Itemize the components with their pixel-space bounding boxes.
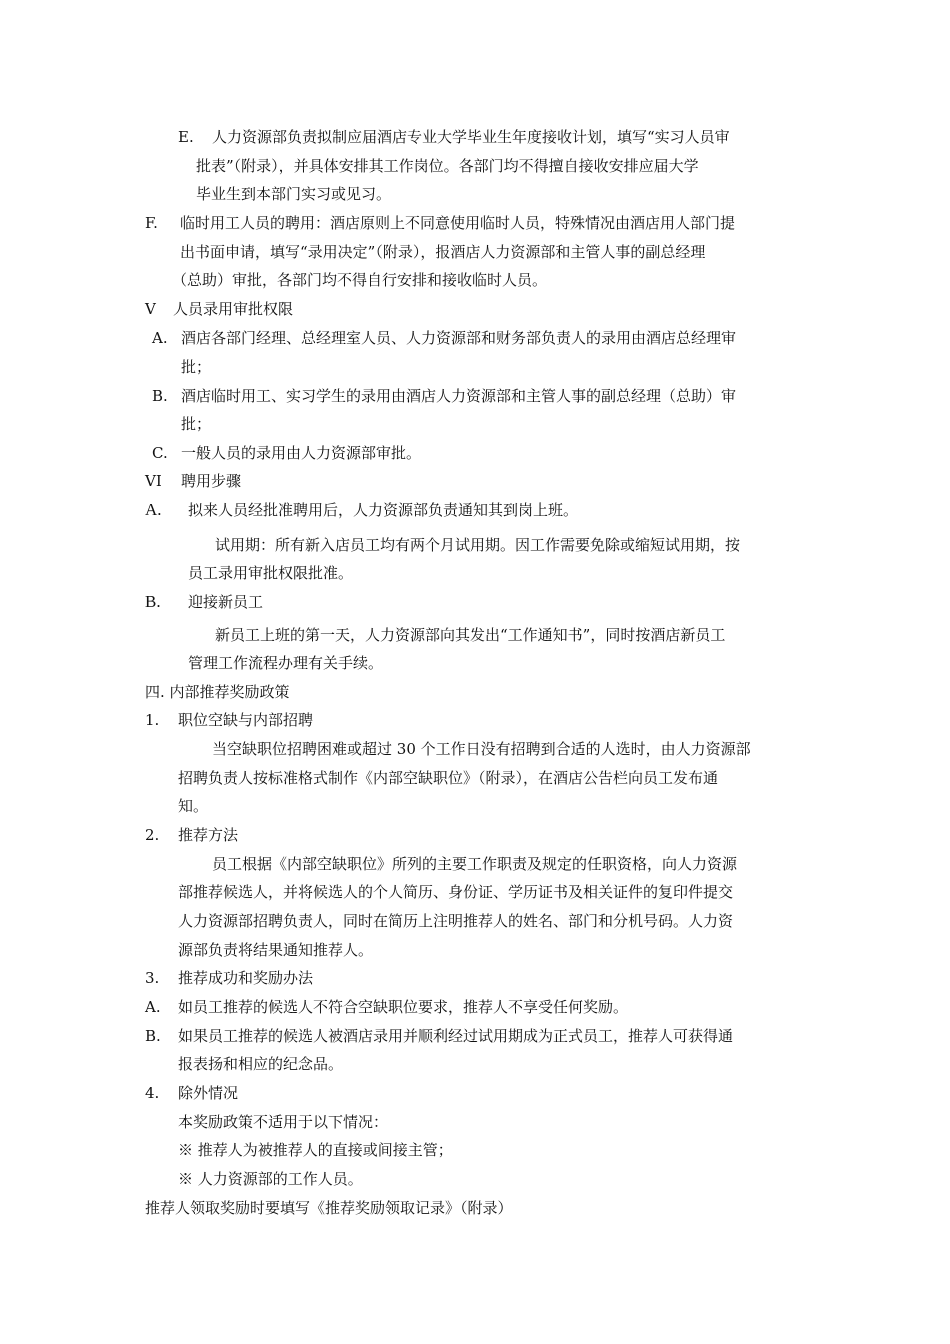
- s3-item-b-line-1: 如果员工推荐的候选人被酒店录用并顺利经过试用期成为正式员工，推荐人可获得通: [178, 1027, 734, 1045]
- section-4-title: 四. 内部推荐奖励政策: [145, 683, 290, 701]
- section-v-label: V: [145, 300, 156, 318]
- s2-line-3: 人力资源部招聘负责人，同时在简历上注明推荐人的姓名、部门和分机号码。人力资: [178, 912, 734, 930]
- vi-a-title: 拟来人员经批准聘用后，人力资源部负责通知其到岗上班。: [188, 501, 579, 519]
- s1-label: 1.: [145, 711, 160, 729]
- s3-label: 3.: [145, 969, 160, 987]
- v-item-c-label: C.: [152, 444, 168, 462]
- section-vi-title: 聘用步骤: [181, 472, 242, 490]
- item-e-line-3: 毕业生到本部门实习或见习。: [196, 185, 392, 203]
- item-f-label: F.: [145, 214, 158, 232]
- s2-line-1: 员工根据《内部空缺职位》所列的主要工作职责及规定的任职资格，向人力资源: [212, 855, 738, 873]
- s4-intro: 本奖励政策不适用于以下情况：: [178, 1113, 389, 1131]
- vi-b-label: B.: [145, 592, 161, 611]
- s4-title: 除外情况: [178, 1084, 239, 1102]
- v-item-a-line-1: 酒店各部门经理、总经理室人员、人力资源部和财务部负责人的录用由酒店总经理审: [181, 329, 737, 347]
- item-f-line-1: 临时用工人员的聘用：酒店原则上不同意使用临时人员，特殊情况由酒店用人部门提: [180, 214, 736, 232]
- s3-item-b-line-2: 报表扬和相应的纪念品。: [178, 1055, 344, 1073]
- item-e-line-1: 人力资源部负责拟制应届酒店专业大学毕业生年度接收计划，填写“实习人员审: [212, 128, 730, 146]
- vi-a-label: A.: [145, 500, 162, 519]
- closing-note: 推荐人领取奖励时要填写《推荐奖励领取记录》（附录）: [145, 1199, 513, 1217]
- v-item-b-line-1: 酒店临时用工、实习学生的录用由酒店人力资源部和主管人事的副总经理（总助）审: [181, 387, 737, 405]
- s1-line-2: 招聘负责人按标准格式制作《内部空缺职位》（附录），在酒店公告栏向员工发布通: [178, 769, 719, 787]
- item-e-label: E.: [178, 128, 194, 146]
- s2-label: 2.: [145, 826, 160, 844]
- vi-b-line-1: 新员工上班的第一天，人力资源部向其发出“工作通知书”，同时按酒店新员工: [215, 626, 726, 644]
- item-e-line-2: 批表”（附录），并具体安排其工作岗位。各部门均不得擅自接收安排应届大学: [196, 157, 699, 175]
- s4-bullet-2: ※ 人力资源部的工作人员。: [178, 1170, 363, 1188]
- s3-title: 推荐成功和奖励办法: [178, 969, 314, 987]
- v-item-c-line-1: 一般人员的录用由人力资源部审批。: [181, 444, 422, 462]
- s2-title: 推荐方法: [178, 826, 239, 844]
- vi-a-line-2: 员工录用审批权限批准。: [188, 564, 354, 582]
- s4-label: 4.: [145, 1084, 160, 1102]
- s1-title: 职位空缺与内部招聘: [178, 711, 314, 729]
- s1-line-3: 知。: [178, 797, 209, 815]
- s3-item-a-label: A.: [145, 998, 161, 1016]
- vi-a-line-1: 试用期：所有新入店员工均有两个月试用期。因工作需要免除或缩短试用期，按: [215, 536, 741, 554]
- s1-line-1: 当空缺职位招聘困难或超过 30 个工作日没有招聘到合适的人选时，由人力资源部: [212, 740, 751, 758]
- s4-bullet-1: ※ 推荐人为被推荐人的直接或间接主管；: [178, 1141, 453, 1159]
- item-f-line-2: 出书面申请，填写“录用决定”（附录），报酒店人力资源部和主管人事的副总经理: [180, 243, 706, 261]
- s2-line-4: 源部负责将结果通知推荐人。: [178, 941, 374, 959]
- s2-line-2: 部推荐候选人，并将候选人的个人简历、身份证、学历证书及相关证件的复印件提交: [178, 883, 734, 901]
- v-item-a-line-2: 批；: [181, 358, 212, 376]
- vi-b-line-2: 管理工作流程办理有关手续。: [188, 654, 384, 672]
- v-item-b-label: B.: [152, 387, 168, 405]
- item-f-line-3: （总助）审批，各部门均不得自行安排和接收临时人员。: [172, 271, 548, 289]
- v-item-a-label: A.: [152, 329, 168, 347]
- v-item-b-line-2: 批；: [181, 415, 212, 433]
- section-vi-label: VI: [145, 472, 162, 490]
- s3-item-a-line-1: 如员工推荐的候选人不符合空缺职位要求，推荐人不享受任何奖励。: [178, 998, 629, 1016]
- section-v-title: 人员录用审批权限: [173, 300, 294, 318]
- vi-b-title: 迎接新员工: [188, 593, 264, 611]
- s3-item-b-label: B.: [145, 1027, 161, 1045]
